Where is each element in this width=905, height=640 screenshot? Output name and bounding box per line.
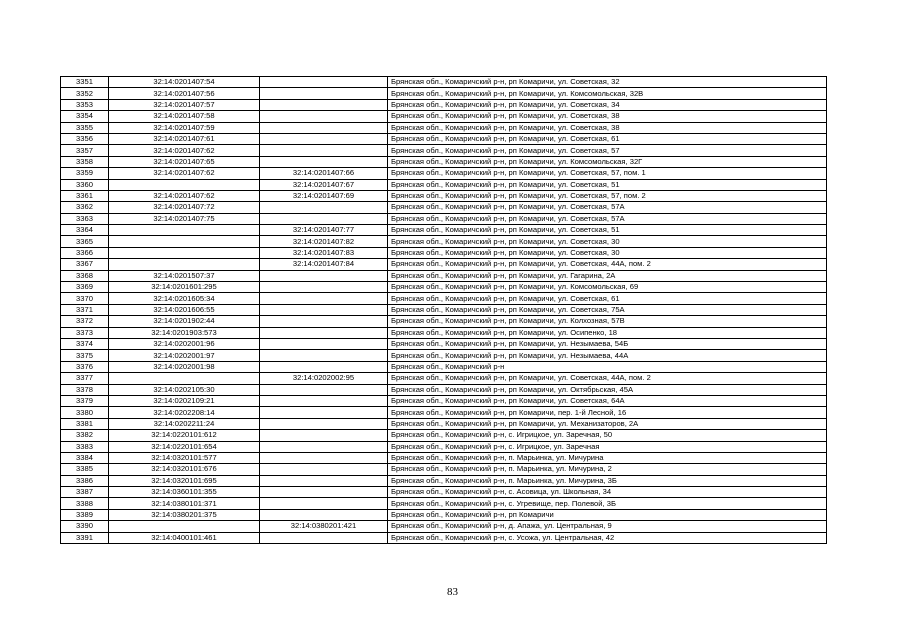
address-cell: Брянская обл., Комаричский р-н, с. Асовица, ул. Школьная, 34	[388, 487, 827, 498]
cadastral-number-cell: 32:14:0360101:355	[109, 487, 260, 498]
row-number-cell: 3371	[61, 304, 109, 315]
related-cadastral-number-cell	[260, 111, 388, 122]
table-row	[61, 350, 827, 361]
row-number-cell: 3378	[61, 384, 109, 395]
row-number-cell: 3355	[61, 122, 109, 133]
related-cadastral-number-cell: 32:14:0380201:421	[260, 521, 388, 532]
row-number-cell: 3359	[61, 168, 109, 179]
address-cell: Брянская обл., Комаричский р-н, с. Игрицкое, ул. Заречная, 50	[388, 430, 827, 441]
related-cadastral-number-cell	[260, 384, 388, 395]
related-cadastral-number-cell	[260, 293, 388, 304]
address-cell: Брянская обл., Комаричский р-н, рп Комаричи, ул. Механизаторов, 2А	[388, 418, 827, 429]
row-number-cell: 3366	[61, 247, 109, 258]
address-cell: Брянская обл., Комаричский р-н, рп Комаричи, ул. Советская, 64А	[388, 395, 827, 406]
address-cell: Брянская обл., Комаричский р-н	[388, 361, 827, 372]
address-cell: Брянская обл., Комаричский р-н, рп Комаричи, ул. Комсомольская, 32В	[388, 88, 827, 99]
row-number-cell: 3382	[61, 430, 109, 441]
related-cadastral-number-cell	[260, 395, 388, 406]
table-row	[61, 190, 827, 201]
row-number-cell: 3352	[61, 88, 109, 99]
row-number-cell: 3379	[61, 395, 109, 406]
registry-table-body	[61, 77, 827, 544]
related-cadastral-number-cell	[260, 452, 388, 463]
related-cadastral-number-cell	[260, 418, 388, 429]
row-number-cell: 3362	[61, 202, 109, 213]
related-cadastral-number-cell: 32:14:0201407:82	[260, 236, 388, 247]
related-cadastral-number-cell	[260, 270, 388, 281]
cadastral-number-cell: 32:14:0202001:97	[109, 350, 260, 361]
related-cadastral-number-cell	[260, 532, 388, 543]
table-row	[61, 88, 827, 99]
address-cell: Брянская обл., Комаричский р-н, рп Комаричи, ул. Осипенко, 18	[388, 327, 827, 338]
cadastral-number-cell: 32:14:0201903:573	[109, 327, 260, 338]
row-number-cell: 3384	[61, 452, 109, 463]
table-row	[61, 452, 827, 463]
registry-table	[60, 76, 827, 544]
row-number-cell: 3354	[61, 111, 109, 122]
table-row	[61, 77, 827, 88]
address-cell: Брянская обл., Комаричский р-н, п. Марьинка, ул. Мичурина	[388, 452, 827, 463]
row-number-cell: 3390	[61, 521, 109, 532]
address-cell: Брянская обл., Комаричский р-н, рп Комаричи, ул. Советская, 75А	[388, 304, 827, 315]
address-cell: Брянская обл., Комаричский р-н, рп Комаричи, ул. Советская, 44А, пом. 2	[388, 373, 827, 384]
cadastral-number-cell: 32:14:0220101:654	[109, 441, 260, 452]
table-row	[61, 270, 827, 281]
related-cadastral-number-cell	[260, 475, 388, 486]
table-row	[61, 168, 827, 179]
table-row	[61, 111, 827, 122]
related-cadastral-number-cell: 32:14:0201407:83	[260, 247, 388, 258]
row-number-cell: 3357	[61, 145, 109, 156]
row-number-cell: 3365	[61, 236, 109, 247]
related-cadastral-number-cell	[260, 430, 388, 441]
row-number-cell: 3360	[61, 179, 109, 190]
table-row	[61, 361, 827, 372]
related-cadastral-number-cell	[260, 133, 388, 144]
cadastral-number-cell: 32:14:0201407:59	[109, 122, 260, 133]
related-cadastral-number-cell	[260, 145, 388, 156]
address-cell: Брянская обл., Комаричский р-н, рп Комаричи, ул. Советская, 34	[388, 99, 827, 110]
row-number-cell: 3364	[61, 225, 109, 236]
related-cadastral-number-cell: 32:14:0201407:69	[260, 190, 388, 201]
cadastral-number-cell: 32:14:0201507:37	[109, 270, 260, 281]
table-row	[61, 293, 827, 304]
table-row	[61, 373, 827, 384]
cadastral-number-cell: 32:14:0202001:96	[109, 338, 260, 349]
related-cadastral-number-cell	[260, 509, 388, 520]
row-number-cell: 3368	[61, 270, 109, 281]
cadastral-number-cell: 32:14:0201902:44	[109, 316, 260, 327]
table-row	[61, 122, 827, 133]
related-cadastral-number-cell	[260, 282, 388, 293]
table-row	[61, 259, 827, 270]
table-row	[61, 145, 827, 156]
table-row	[61, 418, 827, 429]
cadastral-number-cell	[109, 247, 260, 258]
cadastral-number-cell: 32:14:0201407:58	[109, 111, 260, 122]
row-number-cell: 3351	[61, 77, 109, 88]
cadastral-number-cell	[109, 521, 260, 532]
related-cadastral-number-cell	[260, 327, 388, 338]
address-cell: Брянская обл., Комаричский р-н, рп Комаричи, ул. Октябрьская, 45А	[388, 384, 827, 395]
related-cadastral-number-cell	[260, 156, 388, 167]
cadastral-number-cell: 32:14:0201407:62	[109, 190, 260, 201]
cadastral-number-cell: 32:14:0320101:676	[109, 464, 260, 475]
cadastral-number-cell: 32:14:0201407:62	[109, 145, 260, 156]
address-cell: Брянская обл., Комаричский р-н, с. Угревище, пер. Полевой, 3Б	[388, 498, 827, 509]
row-number-cell: 3385	[61, 464, 109, 475]
address-cell: Брянская обл., Комаричский р-н, рп Комаричи, ул. Советская, 51	[388, 179, 827, 190]
table-row	[61, 225, 827, 236]
cadastral-number-cell	[109, 259, 260, 270]
cadastral-number-cell: 32:14:0201606:55	[109, 304, 260, 315]
cadastral-number-cell: 32:14:0320101:695	[109, 475, 260, 486]
related-cadastral-number-cell	[260, 361, 388, 372]
table-row	[61, 441, 827, 452]
related-cadastral-number-cell	[260, 487, 388, 498]
row-number-cell: 3391	[61, 532, 109, 543]
row-number-cell: 3376	[61, 361, 109, 372]
table-row	[61, 213, 827, 224]
table-row	[61, 475, 827, 486]
cadastral-number-cell: 32:14:0202109:21	[109, 395, 260, 406]
cadastral-number-cell: 32:14:0201407:65	[109, 156, 260, 167]
related-cadastral-number-cell	[260, 304, 388, 315]
row-number-cell: 3372	[61, 316, 109, 327]
row-number-cell: 3375	[61, 350, 109, 361]
table-row	[61, 407, 827, 418]
address-cell: Брянская обл., Комаричский р-н, рп Комаричи, ул. Советская, 57А	[388, 202, 827, 213]
address-cell: Брянская обл., Комаричский р-н, рп Комаричи, ул. Советская, 57, пом. 1	[388, 168, 827, 179]
address-cell: Брянская обл., Комаричский р-н, рп Комаричи, ул. Советская, 30	[388, 236, 827, 247]
address-cell: Брянская обл., Комаричский р-н, рп Комаричи, ул. Незымаева, 44А	[388, 350, 827, 361]
address-cell: Брянская обл., Комаричский р-н, рп Комаричи, ул. Советская, 57, пом. 2	[388, 190, 827, 201]
cadastral-number-cell: 32:14:0220101:612	[109, 430, 260, 441]
related-cadastral-number-cell	[260, 122, 388, 133]
table-row	[61, 202, 827, 213]
cadastral-number-cell: 32:14:0400101:461	[109, 532, 260, 543]
cadastral-number-cell: 32:14:0202001:98	[109, 361, 260, 372]
address-cell: Брянская обл., Комаричский р-н, с. Игрицкое, ул. Заречная	[388, 441, 827, 452]
table-row	[61, 179, 827, 190]
row-number-cell: 3363	[61, 213, 109, 224]
row-number-cell: 3387	[61, 487, 109, 498]
table-row	[61, 430, 827, 441]
related-cadastral-number-cell: 32:14:0201407:66	[260, 168, 388, 179]
related-cadastral-number-cell: 32:14:0201407:67	[260, 179, 388, 190]
address-cell: Брянская обл., Комаричский р-н, рп Комаричи, ул. Гагарина, 2А	[388, 270, 827, 281]
table-row	[61, 384, 827, 395]
related-cadastral-number-cell: 32:14:0201407:84	[260, 259, 388, 270]
table-row	[61, 498, 827, 509]
related-cadastral-number-cell	[260, 407, 388, 418]
address-cell: Брянская обл., Комаричский р-н, рп Комаричи, ул. Советская, 44А, пом. 2	[388, 259, 827, 270]
cadastral-number-cell: 32:14:0201407:56	[109, 88, 260, 99]
row-number-cell: 3373	[61, 327, 109, 338]
address-cell: Брянская обл., Комаричский р-н, рп Комаричи, ул. Советская, 61	[388, 133, 827, 144]
address-cell: Брянская обл., Комаричский р-н, с. Усожа, ул. Центральная, 42	[388, 532, 827, 543]
table-row	[61, 327, 827, 338]
row-number-cell: 3380	[61, 407, 109, 418]
row-number-cell: 3383	[61, 441, 109, 452]
table-row	[61, 395, 827, 406]
address-cell: Брянская обл., Комаричский р-н, рп Комаричи, ул. Советская, 38	[388, 122, 827, 133]
address-cell: Брянская обл., Комаричский р-н, рп Комаричи, пер. 1-й Лесной, 16	[388, 407, 827, 418]
table-row	[61, 487, 827, 498]
address-cell: Брянская обл., Комаричский р-н, рп Комаричи, ул. Комсомольская, 69	[388, 282, 827, 293]
table-row	[61, 521, 827, 532]
row-number-cell: 3386	[61, 475, 109, 486]
cadastral-number-cell: 32:14:0201407:61	[109, 133, 260, 144]
related-cadastral-number-cell	[260, 350, 388, 361]
related-cadastral-number-cell	[260, 464, 388, 475]
table-row	[61, 99, 827, 110]
row-number-cell: 3353	[61, 99, 109, 110]
related-cadastral-number-cell: 32:14:0201407:77	[260, 225, 388, 236]
row-number-cell: 3389	[61, 509, 109, 520]
cadastral-number-cell: 32:14:0201605:34	[109, 293, 260, 304]
table-row	[61, 282, 827, 293]
row-number-cell: 3356	[61, 133, 109, 144]
row-number-cell: 3361	[61, 190, 109, 201]
address-cell: Брянская обл., Комаричский р-н, рп Комаричи, ул. Колхозная, 57В	[388, 316, 827, 327]
cadastral-number-cell: 32:14:0201601:295	[109, 282, 260, 293]
table-row	[61, 133, 827, 144]
row-number-cell: 3388	[61, 498, 109, 509]
cadastral-number-cell	[109, 373, 260, 384]
table-row	[61, 338, 827, 349]
table-row	[61, 509, 827, 520]
related-cadastral-number-cell	[260, 441, 388, 452]
table-row	[61, 236, 827, 247]
row-number-cell: 3358	[61, 156, 109, 167]
cadastral-number-cell: 32:14:0201407:72	[109, 202, 260, 213]
related-cadastral-number-cell	[260, 99, 388, 110]
cadastral-number-cell: 32:14:0201407:54	[109, 77, 260, 88]
row-number-cell: 3367	[61, 259, 109, 270]
address-cell: Брянская обл., Комаричский р-н, рп Комаричи, ул. Советская, 61	[388, 293, 827, 304]
related-cadastral-number-cell: 32:14:0202002:95	[260, 373, 388, 384]
cadastral-number-cell: 32:14:0202211:24	[109, 418, 260, 429]
row-number-cell: 3370	[61, 293, 109, 304]
address-cell: Брянская обл., Комаричский р-н, рп Комаричи, ул. Советская, 51	[388, 225, 827, 236]
cadastral-number-cell: 32:14:0380201:375	[109, 509, 260, 520]
address-cell: Брянская обл., Комаричский р-н, д. Апажа, ул. Центральная, 9	[388, 521, 827, 532]
address-cell: Брянская обл., Комаричский р-н, п. Марьинка, ул. Мичурина, 3Б	[388, 475, 827, 486]
row-number-cell: 3369	[61, 282, 109, 293]
address-cell: Брянская обл., Комаричский р-н, п. Марьинка, ул. Мичурина, 2	[388, 464, 827, 475]
related-cadastral-number-cell	[260, 498, 388, 509]
row-number-cell: 3374	[61, 338, 109, 349]
cadastral-number-cell: 32:14:0202208:14	[109, 407, 260, 418]
table-row	[61, 316, 827, 327]
cadastral-number-cell	[109, 236, 260, 247]
table-row	[61, 532, 827, 543]
address-cell: Брянская обл., Комаричский р-н, рп Комаричи, ул. Советская, 57	[388, 145, 827, 156]
address-cell: Брянская обл., Комаричский р-н, рп Комаричи, ул. Советская, 38	[388, 111, 827, 122]
cadastral-number-cell: 32:14:0202105:30	[109, 384, 260, 395]
table-row	[61, 156, 827, 167]
related-cadastral-number-cell	[260, 213, 388, 224]
cadastral-number-cell: 32:14:0201407:62	[109, 168, 260, 179]
cadastral-number-cell	[109, 225, 260, 236]
address-cell: Брянская обл., Комаричский р-н, рп Комаричи, ул. Советская, 30	[388, 247, 827, 258]
page-number: 83	[447, 586, 458, 598]
related-cadastral-number-cell	[260, 338, 388, 349]
cadastral-number-cell: 32:14:0320101:577	[109, 452, 260, 463]
related-cadastral-number-cell	[260, 316, 388, 327]
cadastral-number-cell: 32:14:0380101:371	[109, 498, 260, 509]
row-number-cell: 3381	[61, 418, 109, 429]
address-cell: Брянская обл., Комаричский р-н, рп Комаричи	[388, 509, 827, 520]
related-cadastral-number-cell	[260, 77, 388, 88]
address-cell: Брянская обл., Комаричский р-н, рп Комаричи, ул. Советская, 32	[388, 77, 827, 88]
cadastral-number-cell	[109, 179, 260, 190]
row-number-cell: 3377	[61, 373, 109, 384]
table-row	[61, 304, 827, 315]
related-cadastral-number-cell	[260, 202, 388, 213]
table-row	[61, 464, 827, 475]
related-cadastral-number-cell	[260, 88, 388, 99]
address-cell: Брянская обл., Комаричский р-н, рп Комаричи, ул. Советская, 57А	[388, 213, 827, 224]
cadastral-number-cell: 32:14:0201407:57	[109, 99, 260, 110]
table-row	[61, 247, 827, 258]
cadastral-number-cell: 32:14:0201407:75	[109, 213, 260, 224]
address-cell: Брянская обл., Комаричский р-н, рп Комаричи, ул. Незымаева, 54Б	[388, 338, 827, 349]
address-cell: Брянская обл., Комаричский р-н, рп Комаричи, ул. Комсомольская, 32Г	[388, 156, 827, 167]
